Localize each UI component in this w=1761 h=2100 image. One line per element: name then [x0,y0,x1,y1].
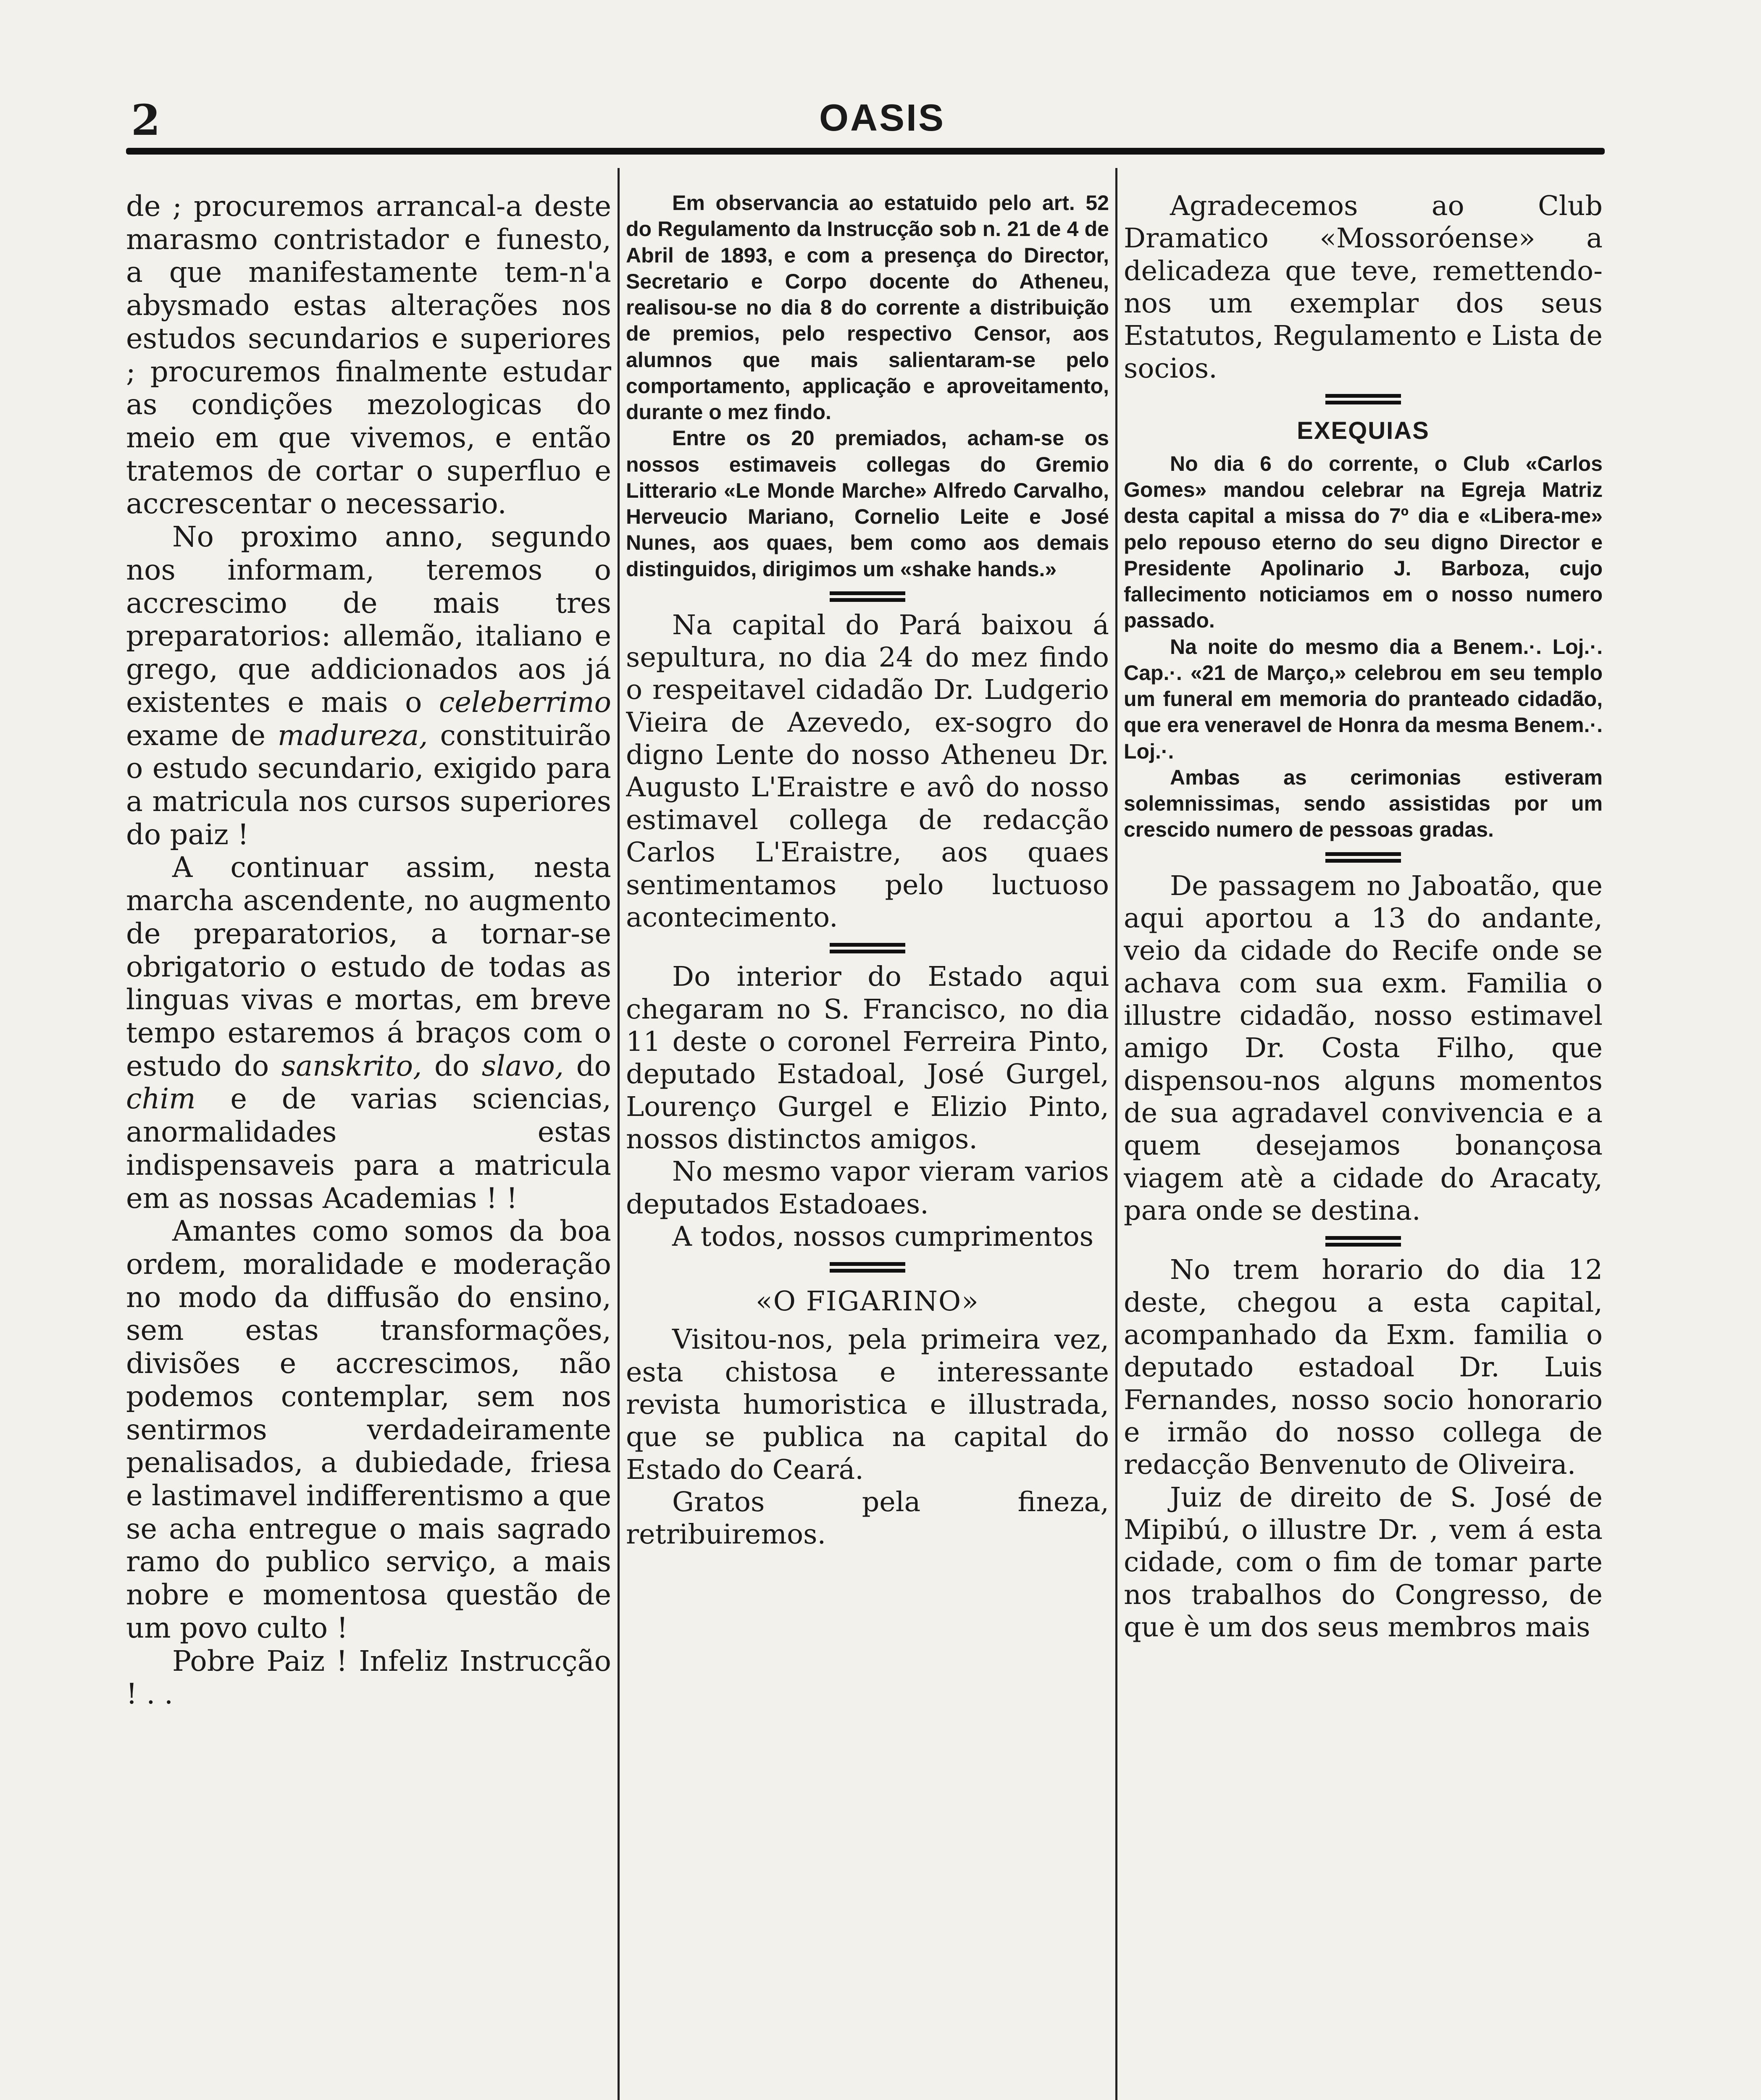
section-separator [1124,1227,1603,1254]
news-item: Na capital do Pará baixou á sepultura, no dia 24 do mez findo o respeitavel cidadão Dr. Ludgerio Vieira de Azevedo, ex-sogro do digno Lente do nosso Atheneu Dr. Augusto L'Eraistre e avô do nosso estimavel collega de redacção Carlos L'Eraistre, aos quaes sentimentamos pelo luctuoso acontecimento. [626,609,1109,933]
news-item: De passagem no Jaboatão, que aqui aportou a 13 do andante, veio da cidade do Recife onde se achava com sua exm. Familia o illustre cidadão, nosso estimavel amigo Dr. Costa Filho, que dispensou-nos alguns momentos de sua agradavel convivencia e a quem desejamos bonançosa viagem atè a cidade do Aracaty, para onde se destina. [1124,870,1603,1227]
news-item: A todos, nossos cumprimentos [672,1221,1094,1252]
news-item: Em observancia ao estatuido pelo art. 52 do Regulamento da Instrucção sob n. 21 de 4 de Abril de 1893, e com a presença do Director, Secretario e Corpo docente do Atheneu, realisou-se no dia 8 do corrente a distribuição de premios, pelo respectivo Censor, aos alumnos que mais salientaram-se pelo comportamento, applicação e aproveitamento, durante o mez findo. [626,191,1109,424]
text-run: do [564,1049,611,1082]
news-item: Entre os 20 premiados, acham-se os nossos estimaveis collegas do Gremio Litterario «Le Monde Marche» Alfredo Carvalho, Herveucio Mariano, Cornelio Leite e José Nunes, aos quaes, bem como aos demais distinguidos, dirigimos um «shake hands.» [626,426,1109,581]
column-divider [1115,168,1117,2100]
article-paragraph: de ; procuremos arrancal-a deste marasmo contristador e funesto, a que manifestamente tem-n'a abysmado estas alterações nos estudos secundarios e superiores ; procuremos finalmente estudar as condições mezologicas do meio em que vivemos, e então tratemos de cortar o superfluo e accrescentar o necessario. [126,190,611,520]
section-heading: EXEQUIAS [1297,417,1430,445]
emphasis-text: sanskrito, [281,1049,422,1082]
article-paragraph [126,851,611,1215]
column-divider [618,168,620,2100]
news-item: Agradecemos ao Club Dramatico «Mossoróense» a delicadeza que teve, remettendo-nos um exemplar dos seus Estatutos, Regulamento e Lista de socios. [1124,190,1603,384]
emphasis-text: slavo, [481,1049,564,1082]
text-run: e de varias sciencias, anormalidades estas indispensaveis para a matricula em as nossas Academias ! ! [126,1082,611,1215]
emphasis-text: madureza, [277,719,428,752]
news-item: Juiz de direito de S. José de Mipibú, o illustre Dr. , vem á esta cidade, com o fim de tomar parte nos trabalhos do Congresso, de que è um dos seus membros mais [1124,1481,1603,1643]
news-item: Do interior do Estado aqui chegaram no S. Francisco, no dia 11 deste o coronel Ferreira Pinto, deputado Estadoal, José Gurgel, Lourenço Gurgel e Elizio Pinto, nossos distinctos amigos. [626,961,1109,1155]
news-item: No trem horario do dia 12 deste, chegou a esta capital, acompanhado da Exm. familia o deputado estadoal Dr. Luis Fernandes, nosso socio honorario e irmão do nosso collega de redacção Benvenuto de Oliveira. [1124,1254,1603,1481]
text-run: exame de [126,719,278,752]
text-run: do [422,1049,482,1082]
text-run: A continuar assim, nesta marcha ascendente, no augmento de preparatorios, a tornar-se obrigatorio o estudo de todas as linguas vivas e mortas, em breve tempo estaremos á braços com o estudo do [126,851,611,1082]
article-paragraph: Amantes como somos da boa ordem, moralidade e moderação no modo da diffusão do ensino, sem estas transformações, divisões e accrescimos, não podemos contemplar, sem nos sentirmos verdadeiramente penalisados, a dubiedade, friesa e lastimavel indifferentismo a que se acha entregue o mais sagrado ramo do publico serviço, a mais nobre e momentosa questão de um povo culto ! [126,1215,611,1644]
news-item: Gratos pela fineza, retribuiremos. [626,1486,1109,1551]
news-item: Visitou-nos, pela primeira vez, esta chistosa e interessante revista humoristica e illustrada, que se publica na capital do Estado do Ceará. [626,1324,1109,1486]
news-item: No dia 6 do corrente, o Club «Carlos Gomes» mandou celebrar na Egreja Matriz desta capital a missa do 7º dia e «Libera-me» pelo repouso eterno do seu digno Director e Presidente Apolinario J. Barboza, cujo fallecimento noticiamos em o nosso numero passado. [1124,452,1603,633]
section-separator [1124,843,1603,870]
news-item: Ambas as cerimonias estiveram solemnissimas, sendo assistidas por um crescido numero de pessoas gradas. [1124,765,1603,842]
text-run: constituirão o estudo secundario, exigido para a matricula nos cursos superiores do paiz ! [126,719,611,851]
header-rule [126,148,1605,155]
emphasis-text: chim [126,1082,196,1116]
text-run: No proximo anno, segundo nos informam, teremos o accrescimo de mais tres preparatorios: allemão, italiano e grego, que addicionados aos já existentes e mais o [126,520,611,719]
section-separator [626,934,1109,961]
section-separator [1124,385,1603,412]
section-separator [626,1253,1109,1280]
newspaper-title: OASIS [819,97,946,139]
news-item: Na noite do mesmo dia a Benem.·. Loj.·. Cap.·. «21 de Março,» celebrou em seu templo um funeral em memoria do pranteado cidadão, que era veneravel de Honra da mesma Benem.·. Loj.·. [1124,635,1603,763]
column-1 [126,190,611,2100]
article-paragraph [126,520,611,851]
page-number: 2 [131,95,160,145]
emphasis-text: celeberrimo [439,685,611,719]
column-3 [1124,190,1603,2100]
section-heading: «O FIGARINO» [756,1286,979,1318]
news-item: No mesmo vapor vieram varios deputados Estadoaes. [626,1156,1109,1220]
section-separator [626,582,1109,609]
column-2 [626,190,1109,2100]
article-paragraph: Pobre Paiz ! Infeliz Instrucção ! . . [126,1644,611,1711]
